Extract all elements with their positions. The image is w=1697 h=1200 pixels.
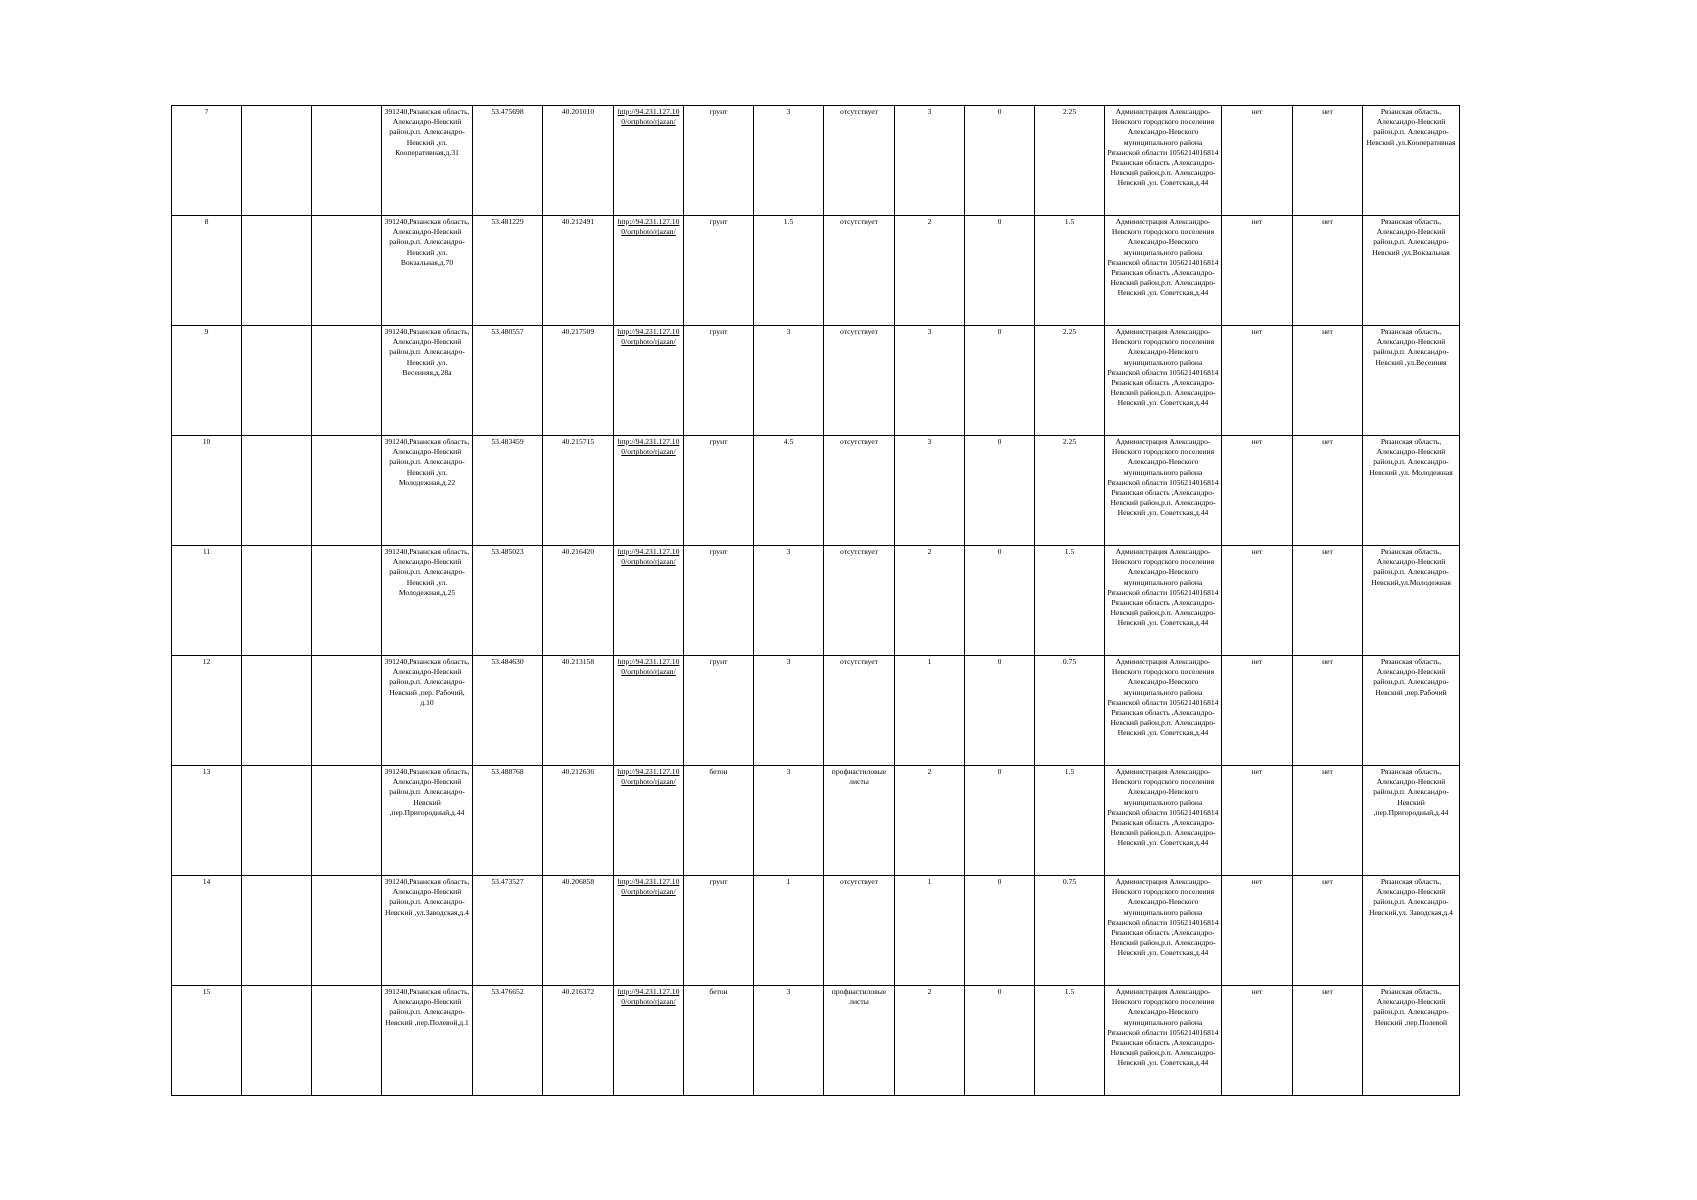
map-link-cell [614, 106, 684, 216]
link-line-2: 0/ortphoto/rjazan/ [621, 777, 676, 787]
row-number-cell: 15 [172, 986, 242, 1096]
flag-cell: нет [1293, 326, 1363, 436]
container-count-cell: 2 [895, 986, 965, 1096]
fence-type-cell: отсутствует [824, 546, 895, 656]
longitude-cell: 40.212636 [543, 766, 614, 876]
latitude-cell: 53.480557 [473, 326, 543, 436]
empty-cell [312, 986, 382, 1096]
fence-type-cell: профнастиловые листы [824, 766, 895, 876]
ortphoto-map-link[interactable] [618, 767, 680, 786]
table-row [172, 766, 1460, 876]
address-cell: 391240,Рязанская область, Александро-Невский район,р.п. Александро-Невский ,пер.Пригородный,д.44 [382, 766, 473, 876]
row-number-cell: 8 [172, 216, 242, 326]
ortphoto-map-link[interactable] [618, 217, 680, 236]
volume-cell: 0.75 [1035, 656, 1105, 766]
empty-cell [312, 546, 382, 656]
latitude-cell: 53.476652 [473, 986, 543, 1096]
empty-cell [312, 436, 382, 546]
waste-source-cell: Рязанская область, Александро-Невский район,р.п. Александро-Невский ,ул.Кооперативная [1363, 106, 1460, 216]
link-line-2: 0/ortphoto/rjazan/ [621, 447, 676, 457]
longitude-cell: 40.217509 [543, 326, 614, 436]
empty-cell [242, 436, 312, 546]
owner-cell: Администрация Александро-Невского городского поселения Александро-Невского муниципального района Рязанской области 1056214016814 Рязанская область ,Александро-Невский район,р.п. Александро-Невский ,ул. Советская,д.44 [1105, 546, 1222, 656]
flag-cell: нет [1293, 546, 1363, 656]
longitude-cell: 40.215715 [543, 436, 614, 546]
volume-cell: 1.5 [1035, 766, 1105, 876]
flag-cell: нет [1293, 436, 1363, 546]
table-row [172, 436, 1460, 546]
address-cell: 391240,Рязанская область, Александро-Невский район,р.п. Александро-Невский ,ул. Весенняя,д.28а [382, 326, 473, 436]
waste-site-registry-table [171, 105, 1460, 1096]
map-link-cell [614, 986, 684, 1096]
empty-cell [242, 106, 312, 216]
table-row [172, 546, 1460, 656]
link-line-1: http://94.231.127.10 [617, 657, 680, 666]
empty-cell [242, 326, 312, 436]
fence-type-cell: отсутствует [824, 216, 895, 326]
map-link-cell [614, 876, 684, 986]
surface-type-cell: грунт [684, 546, 754, 656]
map-link-cell [614, 326, 684, 436]
surface-type-cell: грунт [684, 436, 754, 546]
flag-cell: нет [1222, 436, 1293, 546]
area-cell: 3 [754, 326, 824, 436]
volume-cell: 1.5 [1035, 216, 1105, 326]
table-row [172, 326, 1460, 436]
surface-type-cell: грунт [684, 656, 754, 766]
waste-source-cell: Рязанская область, Александро-Невский район,р.п. Александро-Невский ,пер.Рабочий [1363, 656, 1460, 766]
map-link-cell [614, 766, 684, 876]
planned-containers-cell: 0 [965, 986, 1035, 1096]
fence-type-cell: отсутствует [824, 876, 895, 986]
flag-cell: нет [1293, 876, 1363, 986]
latitude-cell: 53.483459 [473, 436, 543, 546]
link-line-2: 0/ortphoto/rjazan/ [621, 887, 676, 897]
surface-type-cell: грунт [684, 216, 754, 326]
latitude-cell: 53.488768 [473, 766, 543, 876]
waste-source-cell: Рязанская область, Александро-Невский район,р.п. Александро-Невский ,ул.Вокзальная [1363, 216, 1460, 326]
empty-cell [312, 656, 382, 766]
link-line-2: 0/ortphoto/rjazan/ [621, 227, 676, 237]
flag-cell: нет [1222, 656, 1293, 766]
row-number-cell: 13 [172, 766, 242, 876]
empty-cell [242, 546, 312, 656]
link-line-2: 0/ortphoto/rjazan/ [621, 117, 676, 127]
waste-source-cell: Рязанская область, Александро-Невский район,р.п. Александро-Невский,ул. Заводская,д.4 [1363, 876, 1460, 986]
container-count-cell: 3 [895, 326, 965, 436]
link-line-1: http://94.231.127.10 [617, 327, 680, 336]
flag-cell: нет [1293, 216, 1363, 326]
map-link-cell [614, 436, 684, 546]
container-count-cell: 2 [895, 766, 965, 876]
owner-cell: Администрация Александро-Невского городского поселения Александро-Невского муниципального района Рязанской области 1056214016814 Рязанская область ,Александро-Невский район,р.п. Александро-Невский ,ул. Советская,д.44 [1105, 326, 1222, 436]
owner-cell: Администрация Александро-Невского городского поселения Александро-Невского муниципального района Рязанской области 1056214016814 Рязанская область ,Александро-Невский район,р.п. Александро-Невский ,ул. Советская,д.44 [1105, 986, 1222, 1096]
volume-cell: 1.5 [1035, 986, 1105, 1096]
longitude-cell: 40.216420 [543, 546, 614, 656]
ortphoto-map-link[interactable] [618, 327, 680, 346]
link-line-1: http://94.231.127.10 [617, 987, 680, 996]
empty-cell [242, 656, 312, 766]
link-line-2: 0/ortphoto/rjazan/ [621, 997, 676, 1007]
link-line-1: http://94.231.127.10 [617, 767, 680, 776]
fence-type-cell: профнастиловые листы [824, 986, 895, 1096]
link-line-2: 0/ortphoto/rjazan/ [621, 667, 676, 677]
empty-cell [242, 876, 312, 986]
container-count-cell: 2 [895, 546, 965, 656]
owner-cell: Администрация Александро-Невского городского поселения Александро-Невского муниципального района Рязанской области 1056214016814 Рязанская область ,Александро-Невский район,р.п. Александро-Невский ,ул. Советская,д.44 [1105, 106, 1222, 216]
area-cell: 3 [754, 546, 824, 656]
area-cell: 3 [754, 106, 824, 216]
waste-source-cell: Рязанская область, Александро-Невский район,р.п. Александро-Невский ,пер.Пригородный,д.44 [1363, 766, 1460, 876]
address-cell: 391240,Рязанская область, Александро-Невский район,р.п. Александро-Невский ,ул.Заводская,д.4 [382, 876, 473, 986]
fence-type-cell: отсутствует [824, 436, 895, 546]
flag-cell: нет [1222, 986, 1293, 1096]
container-count-cell: 1 [895, 876, 965, 986]
area-cell: 4.5 [754, 436, 824, 546]
table-row [172, 986, 1460, 1096]
ortphoto-map-link[interactable] [618, 437, 680, 456]
address-cell: 391240,Рязанская область, Александро-Невский район,р.п. Александро-Невский ,ул. Кооперативная,д.31 [382, 106, 473, 216]
latitude-cell: 53.473527 [473, 876, 543, 986]
map-link-cell [614, 216, 684, 326]
longitude-cell: 40.213158 [543, 656, 614, 766]
flag-cell: нет [1222, 326, 1293, 436]
ortphoto-map-link[interactable] [618, 547, 680, 566]
area-cell: 1.5 [754, 216, 824, 326]
ortphoto-map-link[interactable] [618, 107, 680, 126]
flag-cell: нет [1293, 986, 1363, 1096]
longitude-cell: 40.212491 [543, 216, 614, 326]
link-line-2: 0/ortphoto/rjazan/ [621, 337, 676, 347]
surface-type-cell: грунт [684, 326, 754, 436]
empty-cell [312, 766, 382, 876]
volume-cell: 1.5 [1035, 546, 1105, 656]
fence-type-cell: отсутствует [824, 656, 895, 766]
surface-type-cell: грунт [684, 876, 754, 986]
area-cell: 3 [754, 986, 824, 1096]
planned-containers-cell: 0 [965, 106, 1035, 216]
flag-cell: нет [1293, 106, 1363, 216]
row-number-cell: 7 [172, 106, 242, 216]
surface-type-cell: бетон [684, 766, 754, 876]
fence-type-cell: отсутствует [824, 106, 895, 216]
address-cell: 391240,Рязанская область, Александро-Невский район,р.п. Александро-Невский ,ул. Вокзальная,д.70 [382, 216, 473, 326]
longitude-cell: 40.206858 [543, 876, 614, 986]
waste-source-cell: Рязанская область, Александро-Невский район,р.п. Александро-Невский,ул.Молодежная [1363, 546, 1460, 656]
owner-cell: Администрация Александро-Невского городского поселения Александро-Невского муниципального района Рязанской области 1056214016814 Рязанская область ,Александро-Невский район,р.п. Александро-Невский ,ул. Советская,д.44 [1105, 656, 1222, 766]
table-row [172, 876, 1460, 986]
flag-cell: нет [1222, 876, 1293, 986]
waste-source-cell: Рязанская область, Александро-Невский район,р.п. Александро-Невский ,ул.Весенняя [1363, 326, 1460, 436]
planned-containers-cell: 0 [965, 546, 1035, 656]
flag-cell: нет [1222, 216, 1293, 326]
link-line-1: http://94.231.127.10 [617, 547, 680, 556]
volume-cell: 2.25 [1035, 436, 1105, 546]
row-number-cell: 10 [172, 436, 242, 546]
empty-cell [312, 106, 382, 216]
planned-containers-cell: 0 [965, 656, 1035, 766]
longitude-cell: 40.216372 [543, 986, 614, 1096]
table-row [172, 106, 1460, 216]
link-line-1: http://94.231.127.10 [617, 877, 680, 886]
owner-cell: Администрация Александро-Невского городского поселения Александро-Невского муниципального района Рязанской области 1056214016814 Рязанская область ,Александро-Невский район,р.п. Александро-Невский ,ул. Советская,д.44 [1105, 876, 1222, 986]
planned-containers-cell: 0 [965, 876, 1035, 986]
area-cell: 1 [754, 876, 824, 986]
address-cell: 391240,Рязанская область, Александро-Невский район,р.п. Александро-Невский ,пер. Рабочий, д.10 [382, 656, 473, 766]
surface-type-cell: грунт [684, 106, 754, 216]
flag-cell: нет [1222, 766, 1293, 876]
row-number-cell: 12 [172, 656, 242, 766]
latitude-cell: 53.484630 [473, 656, 543, 766]
flag-cell: нет [1222, 106, 1293, 216]
empty-cell [242, 216, 312, 326]
address-cell: 391240,Рязанская область, Александро-Невский район,р.п. Александро-Невский ,ул. Молодежная,д.22 [382, 436, 473, 546]
row-number-cell: 14 [172, 876, 242, 986]
address-cell: 391240,Рязанская область, Александро-Невский район,р.п. Александро-Невский ,ул. Молодежная,д.25 [382, 546, 473, 656]
ortphoto-map-link[interactable] [618, 657, 680, 676]
map-link-cell [614, 546, 684, 656]
owner-cell: Администрация Александро-Невского городского поселения Александро-Невского муниципального района Рязанской области 1056214016814 Рязанская область ,Александро-Невский район,р.п. Александро-Невский ,ул. Советская,д.44 [1105, 216, 1222, 326]
waste-source-cell: Рязанская область, Александро-Невский район,р.п. Александро-Невский ,ул. Молодежная [1363, 436, 1460, 546]
empty-cell [312, 216, 382, 326]
flag-cell: нет [1293, 656, 1363, 766]
row-number-cell: 11 [172, 546, 242, 656]
surface-type-cell: бетон [684, 986, 754, 1096]
container-count-cell: 3 [895, 106, 965, 216]
row-number-cell: 9 [172, 326, 242, 436]
container-count-cell: 2 [895, 216, 965, 326]
link-line-1: http://94.231.127.10 [617, 217, 680, 226]
owner-cell: Администрация Александро-Невского городского поселения Александро-Невского муниципального района Рязанской области 1056214016814 Рязанская область ,Александро-Невский район,р.п. Александро-Невский ,ул. Советская,д.44 [1105, 436, 1222, 546]
latitude-cell: 53.475698 [473, 106, 543, 216]
owner-cell: Администрация Александро-Невского городского поселения Александро-Невского муниципального района Рязанской области 1056214016814 Рязанская область ,Александро-Невский район,р.п. Александро-Невский ,ул. Советская,д.44 [1105, 766, 1222, 876]
area-cell: 3 [754, 766, 824, 876]
planned-containers-cell: 0 [965, 766, 1035, 876]
empty-cell [312, 326, 382, 436]
volume-cell: 0.75 [1035, 876, 1105, 986]
container-count-cell: 1 [895, 656, 965, 766]
latitude-cell: 53.481229 [473, 216, 543, 326]
link-line-1: http://94.231.127.10 [617, 107, 680, 116]
table-row [172, 656, 1460, 766]
ortphoto-map-link[interactable] [618, 877, 680, 896]
longitude-cell: 40.201010 [543, 106, 614, 216]
container-count-cell: 3 [895, 436, 965, 546]
area-cell: 3 [754, 656, 824, 766]
planned-containers-cell: 0 [965, 436, 1035, 546]
volume-cell: 2.25 [1035, 326, 1105, 436]
ortphoto-map-link[interactable] [618, 987, 680, 1006]
link-line-2: 0/ortphoto/rjazan/ [621, 557, 676, 567]
address-cell: 391240,Рязанская область, Александро-Невский район,р.п. Александро-Невский ,пер.Полевой,д.1 [382, 986, 473, 1096]
map-link-cell [614, 656, 684, 766]
empty-cell [312, 876, 382, 986]
volume-cell: 2.25 [1035, 106, 1105, 216]
table-row [172, 216, 1460, 326]
empty-cell [242, 986, 312, 1096]
planned-containers-cell: 0 [965, 216, 1035, 326]
planned-containers-cell: 0 [965, 326, 1035, 436]
waste-source-cell: Рязанская область, Александро-Невский район,р.п. Александро-Невский ,пер.Полевой [1363, 986, 1460, 1096]
empty-cell [242, 766, 312, 876]
latitude-cell: 53.485023 [473, 546, 543, 656]
flag-cell: нет [1222, 546, 1293, 656]
flag-cell: нет [1293, 766, 1363, 876]
link-line-1: http://94.231.127.10 [617, 437, 680, 446]
fence-type-cell: отсутствует [824, 326, 895, 436]
